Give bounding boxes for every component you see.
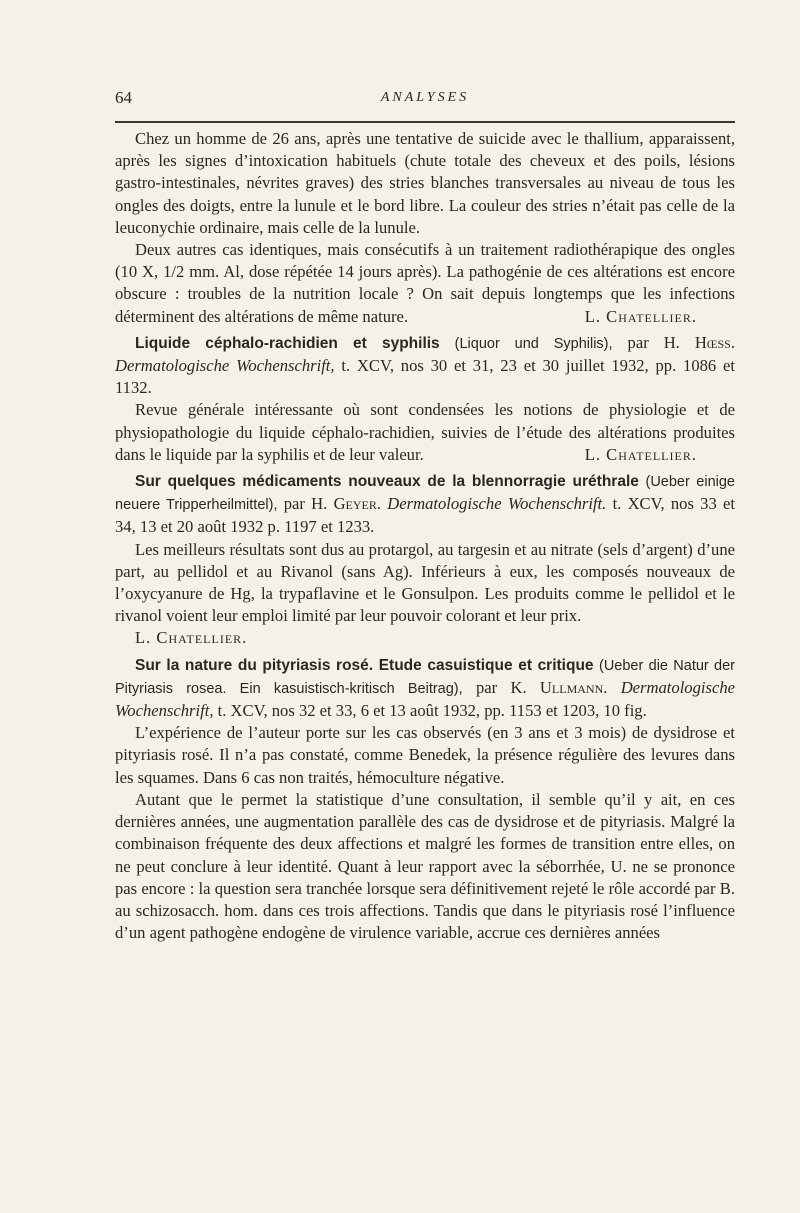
citation: t. XCV, nos 32 et 33, 6 et 13 août 1932, pp. 1153 et 1203, 10 fig. <box>217 701 647 721</box>
page-number: 64 <box>115 88 132 107</box>
original-title: (Ueber einige neuere Tripperheilmittel), <box>115 474 735 514</box>
author-prefix: par K. <box>475 677 527 697</box>
intro-paragraph <box>115 239 735 328</box>
article-body <box>115 399 735 466</box>
article-entry <box>115 332 735 466</box>
intro-paragraph: Chez un homme de 26 ans, après une tentative de suicide avec le thallium, apparaissent, après les signes d’intoxication habituels (chute totale des cheveux et des poils, lésions gastro-intestinales, névrites graves) des stries blanches transversales au niveau de tous les ongles des doigts, entre la lunule et le bord libre. La couleur des stries n’était pas celle de la leuconychie ordinaire, mais celle de la lunule. <box>115 129 735 237</box>
article-body: L’expérience de l’auteur porte sur les cas observés (en 3 ans et 3 mois) de dysidrose et pityriasis rosé. Il n’a pas constaté, comme Benedek, la présence régulière des levures dans les squames. Dans 6 cas non traités, hémoculture négative. <box>115 723 735 787</box>
author-name: Geyer. <box>333 494 382 514</box>
header-rule <box>115 121 735 123</box>
article-entry <box>115 470 735 650</box>
author-prefix: par H. <box>627 332 680 352</box>
intro-paragraph-text: Deux autres cas identiques, mais consécutifs à un traitement radiothérapique des ongles (10 X, 1/2 mm. Al, dose répétée 14 jours après). La pathogénie de ces altérations est encore obscure : troubles de la nutrition locale ? On sait depuis longtemps que les infections déterminent des altérations de même nature. <box>115 240 735 326</box>
original-title: (Ueber die Natur der Pityriasis rosea. Ein kasuistisch-kritisch Beitrag), <box>115 657 736 697</box>
article-title: Sur quelques médicaments nouveaux de la blennorragie uréthrale <box>135 473 639 491</box>
article-entry <box>115 654 735 945</box>
author-name: Ullmann. <box>539 677 608 697</box>
signature: L. Chatellier. <box>584 444 697 464</box>
author-prefix: par H. <box>283 494 328 514</box>
author-name: Hœss. <box>694 332 735 352</box>
journal-name: Dermatologische Wochenschrift. <box>387 494 607 514</box>
article-body-text: Revue générale intéressante où sont condensées les notions de physiologie et de physiopathologie du liquide céphalo-rachidien, suivies de l’étude des altérations produites dans le liquide par la syphilis et de leur valeur. <box>115 400 735 464</box>
article-body: Autant que le permet la statistique d’une consultation, il semble qu’il y ait, en ces dernières années, une augmentation parallèle des cas de dysidrose et de pityriasis. Malgré la combinaison fréquente des deux affections et malgré les formes de transition entre elles, on ne peut conclure à leur identité. Quant à leur rapport avec la séborrhée, U. ne se prononce pas encore : la question sera tranchée lorsque sera définitivement rejeté le rôle accordé par B. au schizosacch. hom. dans ces trois affections. Tandis que dans le pityriasis rosé l’influence d’un agent pathogène endogène de virulence variable, accrue ces dernières années <box>115 789 735 943</box>
article-reference <box>115 654 735 723</box>
running-title: ANALYSES <box>380 90 470 105</box>
signature: L. Chatellier. <box>584 306 697 326</box>
article-title: Sur la nature du pityriasis rosé. Etude casuistique et critique <box>135 656 594 674</box>
page-content <box>115 128 735 944</box>
article-body: Les meilleurs résultats sont dus au protargol, au targesin et au nitrate (sels d’argent) d’une part, au pellidol et au Rivanol (sans Ag). Inférieurs à eux, les composés nouveaux de l’oxycyanure de Hg, la trypaflavine et le Gonsulpon. Les produits comme le pellidol et le rivanol voient leur emploi limité par leur pouvoir colorant et leur prix. <box>115 539 735 626</box>
citation: t. XCV, nos 33 et 34, 13 et 20 août 1932 p. 1197 et 1233. <box>115 494 735 537</box>
citation: t. XCV, nos 30 et 31, 23 et 30 juillet 1932, pp. 1086 et 1132. <box>115 356 735 398</box>
page-header <box>115 88 735 116</box>
journal-name: Dermatologische Wochenschrift, <box>115 356 335 376</box>
signature: L. Chatellier. <box>135 628 248 648</box>
article-title: Liquide céphalo-rachidien et syphilis <box>135 334 440 352</box>
article-reference <box>115 332 735 400</box>
original-title: (Liquor und Syphilis), <box>454 335 613 352</box>
journal-name: Dermatologische Wochenschrift, <box>115 677 735 721</box>
article-reference <box>115 470 735 539</box>
